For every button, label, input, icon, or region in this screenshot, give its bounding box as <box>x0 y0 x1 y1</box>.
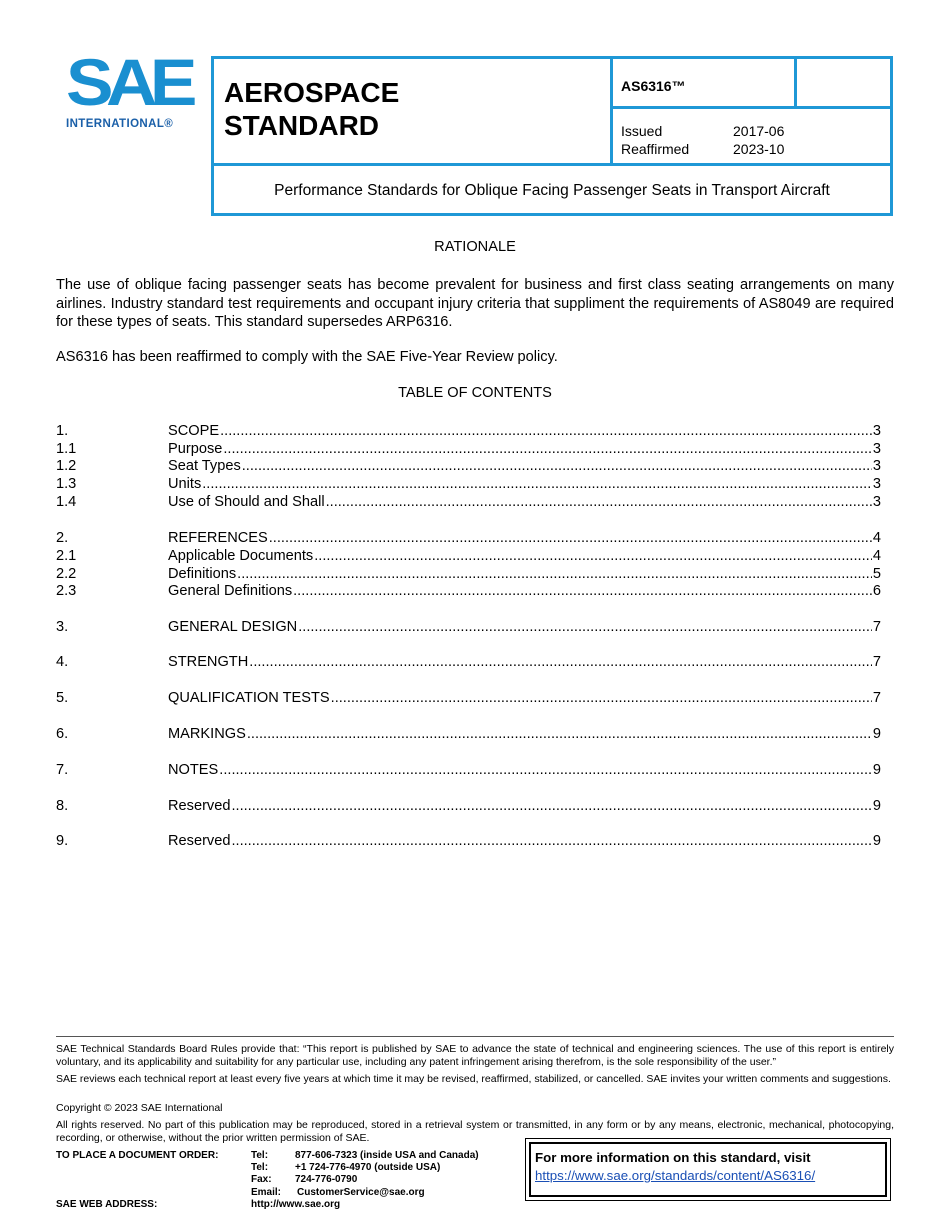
toc-entry[interactable] <box>56 547 881 565</box>
fax-label: Fax: <box>251 1174 272 1185</box>
logo-mark: SAE <box>66 45 190 119</box>
header-divider-vertical-right <box>794 56 797 109</box>
toc-title: Definitions <box>168 566 237 582</box>
rationale-heading: RATIONALE <box>434 239 516 255</box>
standard-link[interactable]: https://www.sae.org/standards/content/AS6316/ <box>535 1168 816 1183</box>
toc-number: 1. <box>56 423 69 439</box>
toc-page: 7 <box>872 619 881 635</box>
fax-value: 724-776-0790 <box>295 1174 358 1185</box>
toc-number: 8. <box>56 798 69 814</box>
toc-page: 3 <box>872 441 881 457</box>
toc-title: GENERAL DESIGN <box>168 619 298 635</box>
toc-page: 4 <box>872 530 881 546</box>
toc-title: QUALIFICATION TESTS <box>168 690 330 706</box>
toc-title: Seat Types <box>168 458 241 474</box>
toc-entry[interactable] <box>56 493 881 511</box>
header-divider-horizontal-right <box>610 106 893 109</box>
toc-number: 1.2 <box>56 458 77 474</box>
toc-number: 9. <box>56 833 69 849</box>
toc-page: 7 <box>872 690 881 706</box>
order-label: TO PLACE A DOCUMENT ORDER: <box>56 1150 219 1161</box>
toc-entry[interactable] <box>56 689 881 707</box>
toc-page: 9 <box>872 762 881 778</box>
reaffirmed-date: 2023-10 <box>733 141 785 157</box>
toc-title: Reserved <box>168 833 231 849</box>
header-divider-horizontal <box>211 163 893 166</box>
toc-page: 5 <box>872 566 881 582</box>
reaffirmed-label: Reaffirmed <box>621 141 690 157</box>
toc-title: Use of Should and Shall <box>168 494 325 510</box>
tel1-label: Tel: <box>251 1150 269 1161</box>
toc-entry[interactable] <box>56 653 881 671</box>
toc-title: Purpose <box>168 441 223 457</box>
toc-page: 3 <box>872 458 881 474</box>
info-text: For more information on this standard, visit <box>535 1150 811 1165</box>
logo-subtitle: INTERNATIONAL® <box>66 118 174 130</box>
toc-entry[interactable] <box>56 565 881 583</box>
toc-number: 2.2 <box>56 566 77 582</box>
email-value[interactable]: CustomerService@sae.org <box>297 1187 425 1198</box>
web-label: SAE WEB ADDRESS: <box>56 1199 158 1210</box>
reaffirmation-note: AS6316 has been reaffirmed to comply with the SAE Five-Year Review policy. <box>56 349 558 365</box>
sae-logo <box>66 45 190 132</box>
toc-number: 4. <box>56 654 69 670</box>
issued-label: Issued <box>621 123 663 139</box>
title-line-1: AEROSPACE <box>224 77 400 108</box>
document-subtitle: Performance Standards for Oblique Facing Passenger Seats in Transport Aircraft <box>274 182 830 199</box>
toc-entry[interactable] <box>56 457 881 475</box>
toc-entry[interactable] <box>56 761 881 779</box>
toc-entry[interactable] <box>56 475 881 493</box>
web-address[interactable]: http://www.sae.org <box>251 1199 341 1210</box>
toc-title: NOTES <box>168 762 219 778</box>
toc-entry[interactable] <box>56 529 881 547</box>
toc-page: 3 <box>872 423 881 439</box>
footer-rights: All rights reserved. No part of this publication may be reproduced, stored in a retrieval system or transmitted, in any form or by any means, electronic, mechanical, photocopying, recording, or otherwise, without the prior written permission of SAE. <box>56 1119 894 1144</box>
toc-title: Units <box>168 476 202 492</box>
toc-entry[interactable] <box>56 797 881 815</box>
toc-number: 1.4 <box>56 494 77 510</box>
footer-rules: SAE Technical Standards Board Rules provide that: “This report is published by SAE to advance the state of technical and engineering sciences. The use of this report is entirely voluntary, and its applicability and suitability for any particular use, including any patent infringement arising therefrom, is the sole responsibility of the user.” <box>56 1043 894 1068</box>
title-line-2: STANDARD <box>224 110 380 141</box>
toc-number: 6. <box>56 726 69 742</box>
toc-title: MARKINGS <box>168 726 246 742</box>
footer-copyright: Copyright © 2023 SAE International <box>56 1102 223 1114</box>
toc-number: 2. <box>56 530 69 546</box>
toc-title: REFERENCES <box>168 530 268 546</box>
toc-title: SCOPE <box>168 423 220 439</box>
toc-number: 1.3 <box>56 476 77 492</box>
toc-entry[interactable] <box>56 618 881 636</box>
footer-divider <box>56 1036 894 1037</box>
toc-title: General Definitions <box>168 583 293 599</box>
document-number: AS6316™ <box>621 78 686 94</box>
toc-entry[interactable] <box>56 440 881 458</box>
toc-entry[interactable] <box>56 832 881 850</box>
toc-heading: TABLE OF CONTENTS <box>398 385 552 401</box>
tel2-label: Tel: <box>251 1162 269 1173</box>
toc-page: 6 <box>872 583 881 599</box>
toc-number: 3. <box>56 619 69 635</box>
toc-page: 3 <box>872 476 881 492</box>
header-divider-vertical <box>610 56 613 166</box>
email-label: Email: <box>251 1187 282 1198</box>
toc-number: 2.3 <box>56 583 77 599</box>
footer-review: SAE reviews each technical report at least every five years at which time it may be revised, reaffirmed, stabilized, or cancelled. SAE invites your written comments and suggestions. <box>56 1073 891 1085</box>
toc-number: 2.1 <box>56 548 77 564</box>
toc-number: 5. <box>56 690 69 706</box>
toc-number: 7. <box>56 762 69 778</box>
toc-page: 7 <box>872 654 881 670</box>
toc-page: 9 <box>872 798 881 814</box>
rationale-paragraph: The use of oblique facing passenger seats has become prevalent for business and first class seating arrangements on many airlines. Industry standard test requirements and occupant injury criteria that suppliment the requirements of AS8049 are required for these types of seats. This standard supersedes ARP6316. <box>56 277 894 330</box>
tel1-value: 877-606-7323 (inside USA and Canada) <box>295 1150 479 1161</box>
tel2-value: +1 724-776-4970 (outside USA) <box>295 1162 441 1173</box>
toc-page: 3 <box>872 494 881 510</box>
issued-date: 2017-06 <box>733 123 785 139</box>
toc-page: 9 <box>872 833 881 849</box>
toc-entry[interactable] <box>56 422 881 440</box>
toc-page: 9 <box>872 726 881 742</box>
document-type-title <box>224 76 399 142</box>
toc-entry[interactable] <box>56 582 881 600</box>
toc-entry[interactable] <box>56 725 881 743</box>
toc-title: STRENGTH <box>168 654 249 670</box>
toc-page: 4 <box>872 548 881 564</box>
toc-title: Applicable Documents <box>168 548 314 564</box>
toc-title: Reserved <box>168 798 231 814</box>
toc-number: 1.1 <box>56 441 77 457</box>
